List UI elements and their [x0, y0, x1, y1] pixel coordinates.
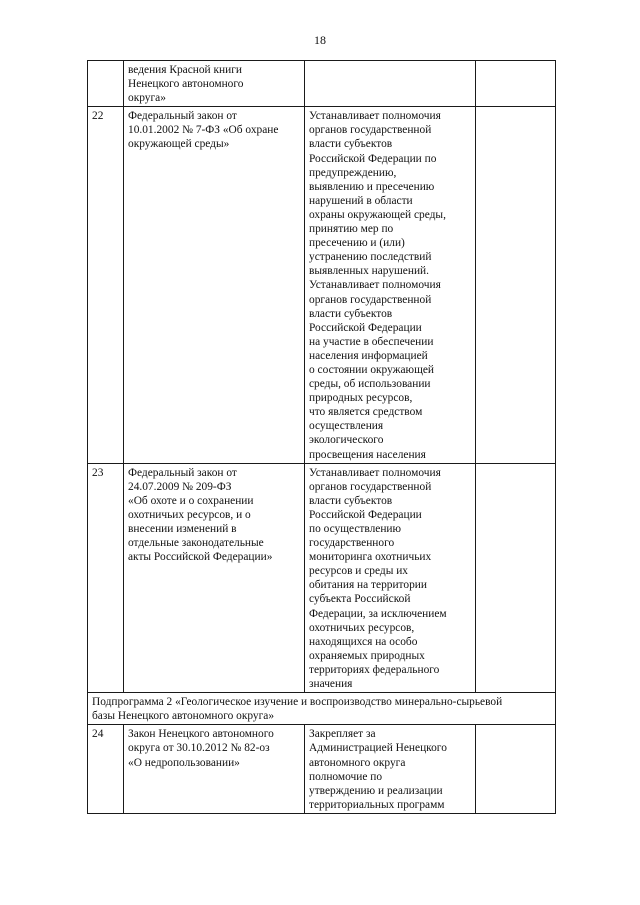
cell-text-line: государственного	[309, 537, 395, 550]
cell-text-line: территориальных программ	[309, 798, 445, 811]
cell-text-line: значения	[309, 678, 353, 691]
cell-text-line: органов государственной	[309, 124, 432, 137]
cell-text-line: акты Российской Федерации»	[128, 551, 273, 564]
subprogram-heading	[88, 693, 556, 725]
cell-text-line: «Об охоте и о сохранении	[128, 494, 254, 507]
legal-acts-table	[87, 60, 556, 814]
authority-description-cell	[305, 107, 476, 463]
cell-text-line: Устанавливает полномочия	[309, 279, 441, 292]
empty-cell	[476, 107, 556, 463]
cell-text-line: природных ресурсов,	[309, 392, 413, 405]
cell-text-line: Федеральный закон от	[128, 110, 237, 123]
subprogram-heading-line: Подпрограмма 2 «Геологическое изучение и воспроизводство минерально-сырьевой	[92, 696, 503, 709]
cell-text-line: Российской Федерации по	[309, 152, 437, 165]
authority-description-cell	[305, 725, 476, 814]
cell-text-line: полномочие по	[309, 770, 383, 783]
cell-text-line: Закон Ненецкого автономного	[128, 728, 274, 741]
cell-text-line: мониторинга охотничьих	[309, 551, 432, 564]
cell-text-line: на участие в обеспечении	[309, 335, 434, 348]
table-row	[88, 107, 556, 463]
legal-act-cell	[124, 61, 305, 107]
cell-text-line: о состоянии окружающей	[309, 363, 434, 376]
cell-text-line: утверждению и реализации	[309, 784, 443, 797]
cell-text-line: органов государственной	[309, 293, 432, 306]
empty-cell	[476, 61, 556, 107]
legal-act-cell	[124, 725, 305, 814]
cell-text-line: Администрацией Ненецкого	[309, 742, 447, 755]
table-row	[88, 463, 556, 693]
cell-text-line: что является средством	[309, 406, 423, 419]
cell-text-line: пресечению и (или)	[309, 237, 405, 250]
cell-text-line: Закрепляет за	[309, 728, 376, 741]
empty-cell	[476, 725, 556, 814]
cell-text-line: обитания на территории	[309, 579, 427, 592]
row-number-cell: 22	[88, 107, 124, 463]
cell-text-line: выявлению и пресечению	[309, 180, 435, 193]
cell-text-line: округа от 30.10.2012 № 82-оз	[128, 742, 270, 755]
subprogram-row	[88, 693, 556, 725]
cell-text-line: территориях федерального	[309, 663, 440, 676]
cell-text-line: органов государственной	[309, 480, 432, 493]
cell-text-line: по осуществлению	[309, 523, 402, 535]
cell-text-line: власти субъектов	[309, 138, 393, 151]
cell-text-line: отдельные законодательные	[128, 537, 264, 550]
cell-text-line: Устанавливает полномочия	[309, 110, 441, 123]
cell-text-line: субъекта Российской	[309, 593, 411, 606]
empty-cell	[476, 463, 556, 693]
legal-act-cell	[124, 107, 305, 463]
cell-text-line: просвещения населения	[309, 448, 426, 461]
cell-text-line: Российской Федерации	[309, 321, 422, 334]
legal-act-cell	[124, 463, 305, 693]
cell-text-line: экологического	[309, 434, 384, 447]
cell-text-line: Ненецкого автономного	[128, 78, 244, 91]
cell-text-line: населения информацией	[309, 349, 428, 362]
cell-text-line: охотничьих ресурсов,	[309, 621, 415, 634]
cell-text-line: охраны окружающей среды,	[309, 208, 446, 221]
table-row	[88, 725, 556, 814]
cell-text-line: округа»	[128, 92, 166, 105]
row-number-cell: 24	[88, 725, 124, 814]
cell-text-line: Федеральный закон от	[128, 466, 237, 479]
cell-text-line: власти субъектов	[309, 494, 393, 507]
cell-text-line: принятию мер по	[309, 223, 394, 236]
cell-text-line: находящихся на особо	[309, 635, 418, 648]
cell-text-line: 24.07.2009 № 209-ФЗ	[128, 480, 232, 493]
cell-text-line: предупреждению,	[309, 166, 397, 179]
cell-text-line: охраняемых природных	[309, 649, 425, 662]
cell-text-line: ведения Красной книги	[128, 64, 242, 76]
cell-text-line: нарушений в области	[309, 194, 413, 207]
cell-text-line: устранению последствий	[309, 251, 432, 264]
subprogram-heading-line: базы Ненецкого автономного округа»	[92, 710, 275, 723]
cell-text-line: 10.01.2002 № 7-ФЗ «Об охране	[128, 124, 279, 137]
cell-text-line: среды, об использовании	[309, 378, 431, 391]
cell-text-line: Федерации, за исключением	[309, 607, 447, 620]
cell-text-line: осуществления	[309, 420, 384, 433]
table-body	[88, 61, 556, 814]
authority-description-cell	[305, 61, 476, 107]
cell-text-line: автономного округа	[309, 756, 406, 769]
row-number-cell	[88, 61, 124, 107]
cell-text-line: «О недропользовании»	[128, 756, 240, 769]
row-number-cell: 23	[88, 463, 124, 693]
cell-text-line: ресурсов и среды их	[309, 565, 408, 578]
page-number: 18	[314, 33, 326, 47]
cell-text-line: Российской Федерации	[309, 508, 422, 521]
table-row	[88, 61, 556, 107]
cell-text-line: власти субъектов	[309, 307, 393, 320]
cell-text-line: Устанавливает полномочия	[309, 466, 441, 479]
cell-text-line: охотничьих ресурсов, и о	[128, 508, 251, 521]
authority-description-cell	[305, 463, 476, 693]
cell-text-line: выявленных нарушений.	[309, 265, 429, 278]
cell-text-line: внесении изменений в	[128, 523, 237, 535]
cell-text-line: окружающей среды»	[128, 138, 230, 151]
